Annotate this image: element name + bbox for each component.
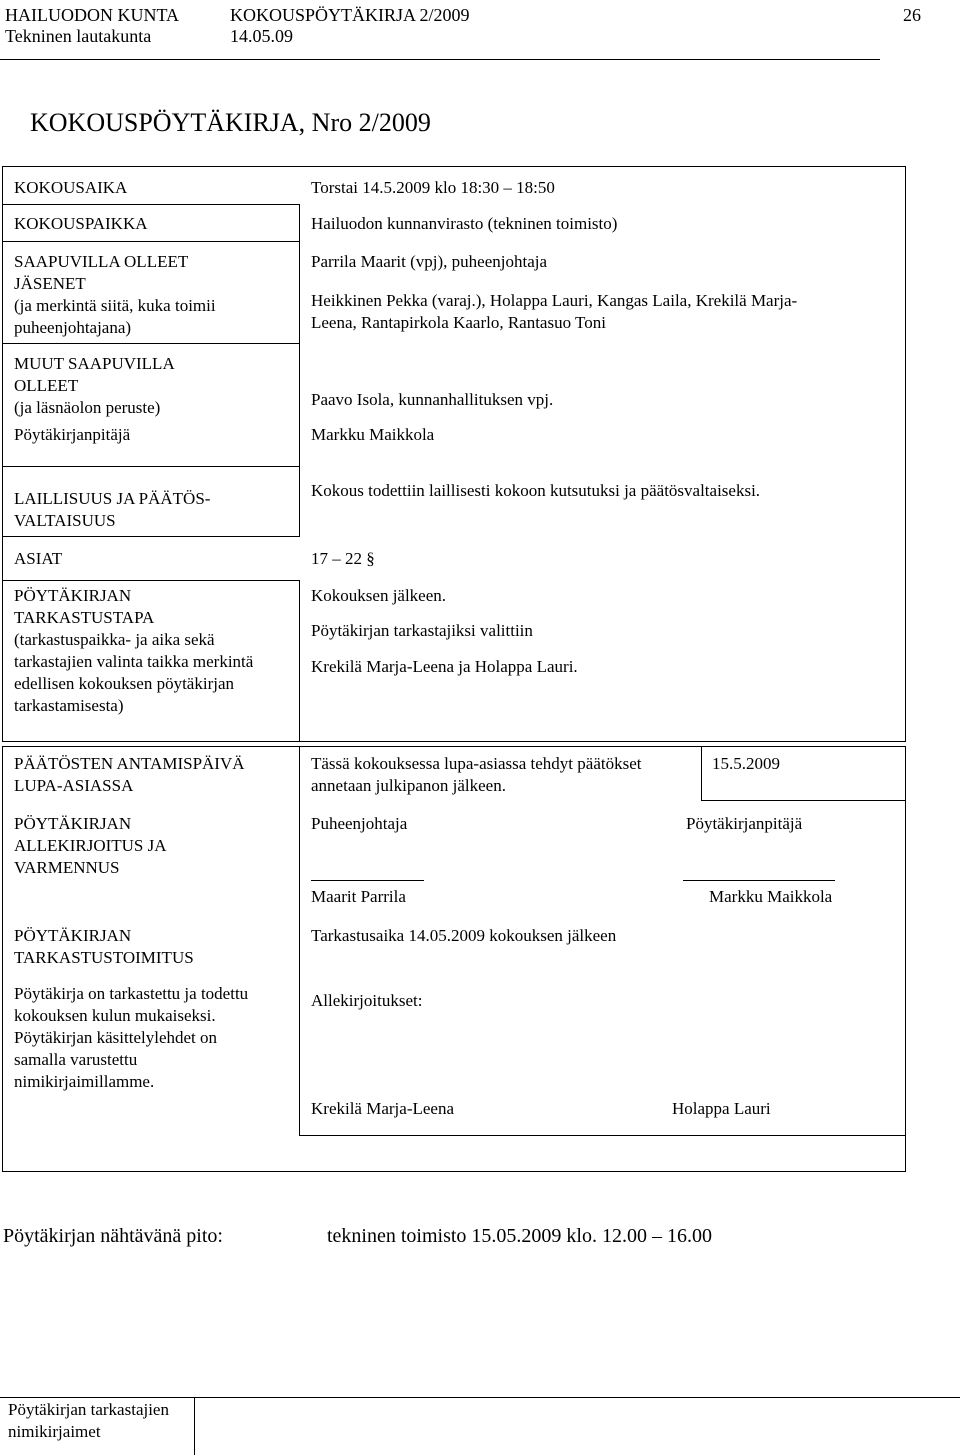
chair-signature-line <box>311 880 424 881</box>
asiat-value: 17 – 22 § <box>311 549 375 568</box>
row-separator <box>2 343 299 344</box>
table-bottom-border <box>2 741 906 742</box>
footer-label: Pöytäkirjan nähtävänä pito: <box>3 1225 223 1247</box>
initials-box-top <box>0 1397 960 1398</box>
row-separator <box>2 204 299 205</box>
table-top-border <box>2 166 906 167</box>
tarkastustapa-v1: Kokouksen jälkeen. <box>311 586 447 605</box>
header-doc: KOKOUSPÖYTÄKIRJA 2/2009 <box>230 5 470 25</box>
lower-table-bottom-border <box>2 1171 906 1172</box>
lower-column-separator <box>299 746 300 1136</box>
jasenet-label: SAAPUVILLA OLLEET JÄSENET (ja merkintä siitä, kuka toimii puheenjohtajana) <box>14 252 216 337</box>
row-separator <box>2 580 299 581</box>
tarkastustoimitus-label: PÖYTÄKIRJAN TARKASTUSTOIMITUS <box>14 926 194 967</box>
antamispaiva-text: Tässä kokouksessa lupa-asiassa tehdyt päätökset annetaan julkipanon jälkeen. <box>311 754 642 795</box>
kokouspaikka-value: Hailuodon kunnanvirasto (tekninen toimisto) <box>311 214 618 233</box>
secretary-label: Pöytäkirjanpitäjä <box>14 425 131 444</box>
chair-name: Maarit Parrila <box>311 887 406 906</box>
row-separator <box>2 536 299 537</box>
table-right-border <box>905 166 906 742</box>
tarkastustapa-v2: Pöytäkirjan tarkastajiksi valittiin <box>311 621 533 640</box>
secretary-title: Pöytäkirjanpitäjä <box>686 814 803 833</box>
header-committee: Tekninen lautakunta <box>5 26 152 46</box>
allekirjoitukset-label: Allekirjoitukset: <box>311 991 423 1010</box>
column-separator <box>299 580 300 741</box>
header-date: 14.05.09 <box>230 26 293 46</box>
asiat-label: ASIAT <box>14 549 63 568</box>
antamispaiva-date: 15.5.2009 <box>712 754 780 773</box>
chair-title: Puheenjohtaja <box>311 814 408 833</box>
secretary-name: Markku Maikkola <box>709 887 833 906</box>
header-rule <box>0 59 880 60</box>
kokousaika-value: Torstai 14.5.2009 klo 18:30 – 18:50 <box>311 178 555 197</box>
header-org: HAILUODON KUNTA <box>5 5 180 25</box>
jasenet-chair: Parrila Maarit (vpj), puheenjohtaja <box>311 252 548 271</box>
tarkastustapa-label: PÖYTÄKIRJAN TARKASTUSTAPA (tarkastuspaikka- ja aika sekä tarkastajien valinta taikka merkintä edellisen kokouksen pöytäkirjan tarkastamisesta) <box>14 586 254 715</box>
signer-2: Holappa Lauri <box>672 1099 771 1118</box>
kokousaika-label: KOKOUSAIKA <box>14 178 128 197</box>
kokouspaikka-label: KOKOUSPAIKKA <box>14 214 148 233</box>
row-separator <box>2 466 299 467</box>
row-separator <box>2 241 299 242</box>
initials-box-divider <box>194 1397 195 1455</box>
lower-table-left-border <box>2 746 3 1172</box>
signer-1: Krekilä Marja-Leena <box>311 1099 454 1118</box>
allekirjoitus-label: PÖYTÄKIRJAN ALLEKIRJOITUS JA VARMENNUS <box>14 814 167 877</box>
jasenet-members: Heikkinen Pekka (varaj.), Holappa Lauri, Kangas Laila, Krekilä Marja- Leena, Rantapirkola Kaarlo, Rantasuo Toni <box>311 291 798 332</box>
lower-table-top-border <box>2 746 906 747</box>
column-separator <box>299 204 300 537</box>
date-cell-separator <box>701 746 702 801</box>
initials-box-label: Pöytäkirjan tarkastajien nimikirjaimet <box>8 1400 169 1441</box>
laillisuus-value: Kokous todettiin laillisesti kokoon kutsutuksi ja päätösvaltaiseksi. <box>311 481 761 500</box>
tarkastusaika: Tarkastusaika 14.05.2009 kokouksen jälkeen <box>311 926 617 945</box>
page-title: KOKOUSPÖYTÄKIRJA, Nro 2/2009 <box>30 108 431 137</box>
antamispaiva-label: PÄÄTÖSTEN ANTAMISPÄIVÄ LUPA-ASIASSA <box>14 754 245 795</box>
header-page-number: 26 <box>903 5 921 25</box>
footer-value: tekninen toimisto 15.05.2009 klo. 12.00 – 16.00 <box>327 1225 712 1247</box>
lower-row-separator <box>299 1135 905 1136</box>
secretary-signature-line <box>683 880 835 881</box>
table-left-border <box>2 166 3 742</box>
laillisuus-label: LAILLISUUS JA PÄÄTÖS- VALTAISUUS <box>14 489 211 530</box>
muut-label: MUUT SAAPUVILLA OLLEET (ja läsnäolon peruste) <box>14 354 175 417</box>
tarkastustapa-v3: Krekilä Marja-Leena ja Holappa Lauri. <box>311 657 578 676</box>
muut-secretary: Markku Maikkola <box>311 425 435 444</box>
date-cell-bottom <box>701 800 905 801</box>
lower-table-right-border <box>905 746 906 1172</box>
tarkastustoimitus-note: Pöytäkirja on tarkastettu ja todettu kokouksen kulun mukaiseksi. Pöytäkirjan käsittelylehdet on samalla varustettu nimikirjaimillamme. <box>14 984 249 1091</box>
muut-others: Paavo Isola, kunnanhallituksen vpj. <box>311 390 554 409</box>
